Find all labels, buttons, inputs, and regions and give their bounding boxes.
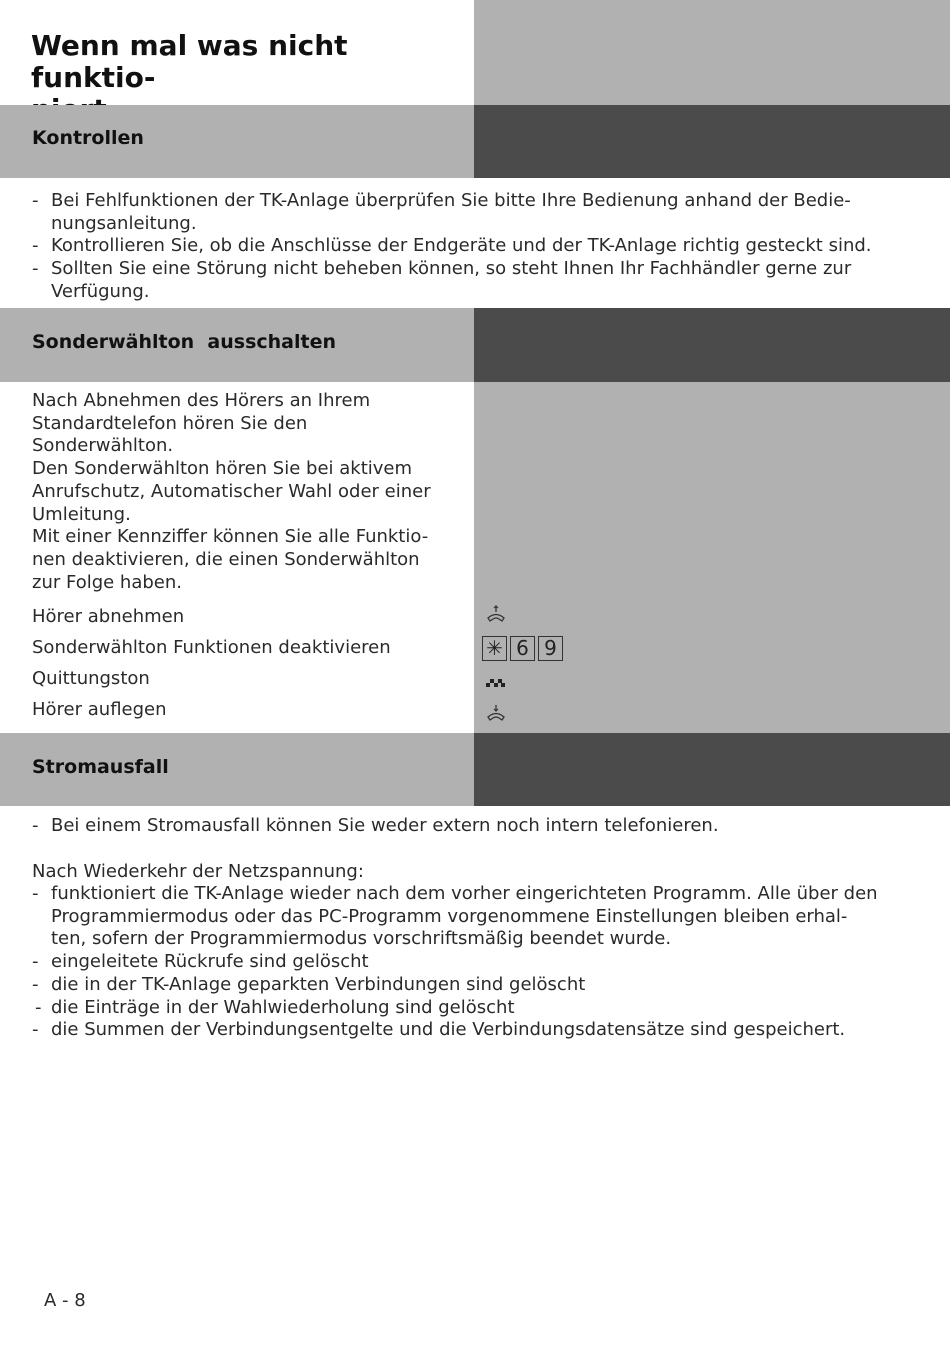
stromausfall-after-label: Nach Wiederkehr der Netzspannung: bbox=[32, 861, 364, 882]
list-item: - funktioniert die TK-Anlage wieder nach dem vorher eingerichteten Programm. Alle über den Programmiermodus oder das PC-Programm vorgenommene Einstellungen bleiben erhal- ten, sofern der Programmiermodus vorschriftsmäßig beendet wurde. bbox=[32, 883, 912, 951]
kontrollen-band-right bbox=[474, 105, 950, 178]
confirmation-tone-icon bbox=[486, 677, 506, 689]
handset-lift-icon bbox=[485, 605, 507, 623]
sonderwaehlton-intro: Nach Abnehmen des Hörers an Ihrem Standardtelefon hören Sie den Sonderwählton. Den Sonderwählton hören Sie bei aktivem Anrufschutz, Automatischer Wahl oder einer Umleitung. Mit einer Kennziffer können Sie alle Funktio- nen deaktivieren, die einen Sonderwählton zur Folge haben. bbox=[32, 390, 431, 593]
page-number: A - 8 bbox=[44, 1290, 86, 1311]
list-item: - Bei Fehlfunktionen der TK-Anlage überprüfen Sie bitte Ihre Bedienung anhand der Bedie- nungsanleitung. bbox=[32, 190, 912, 235]
star-key: ✳ bbox=[482, 636, 507, 661]
stromausfall-band-right bbox=[474, 733, 950, 806]
sonderwaehlton-heading: Sonderwählton ausschalten bbox=[32, 331, 337, 353]
stromausfall-heading: Stromausfall bbox=[32, 756, 169, 778]
list-item: - die in der TK-Anlage geparkten Verbindungen sind gelöscht bbox=[32, 974, 912, 997]
kontrollen-list bbox=[32, 190, 912, 304]
list-item: - eingeleitete Rückrufe sind gelöscht bbox=[32, 951, 912, 974]
sonderwaehlton-band-right bbox=[474, 308, 950, 382]
sonderwaehlton-side-panel bbox=[474, 382, 950, 733]
list-item: - die Einträge in der Wahlwiederholung sind gelöscht bbox=[32, 997, 912, 1020]
step-label: Hörer auflegen bbox=[32, 699, 167, 720]
list-item: - Kontrollieren Sie, ob die Anschlüsse der Endgeräte und der TK-Anlage richtig gesteckt sind. bbox=[32, 235, 912, 258]
step-label: Hörer abnehmen bbox=[32, 606, 185, 627]
handset-hangup-icon bbox=[485, 704, 507, 722]
list-item: - die Summen der Verbindungsentgelte und die Verbindungsdatensätze sind gespeichert. bbox=[32, 1019, 912, 1042]
stromausfall-list-1 bbox=[32, 815, 912, 838]
stromausfall-list-2 bbox=[32, 883, 912, 1042]
key-sequence bbox=[482, 636, 566, 661]
step-label: Quittungston bbox=[32, 668, 150, 689]
kontrollen-heading: Kontrollen bbox=[32, 127, 144, 149]
digit-key: 9 bbox=[538, 636, 563, 661]
digit-key: 6 bbox=[510, 636, 535, 661]
step-label: Sonderwählton Funktionen deaktivieren bbox=[32, 637, 391, 658]
header-right-band bbox=[474, 0, 950, 105]
page-title: Wenn mal was nicht funktio- bbox=[31, 29, 348, 94]
list-item: - Sollten Sie eine Störung nicht beheben können, so steht Ihnen Ihr Fachhändler gerne zur Verfügung. bbox=[32, 258, 912, 303]
list-item: - Bei einem Stromausfall können Sie weder extern noch intern telefonieren. bbox=[32, 815, 912, 838]
